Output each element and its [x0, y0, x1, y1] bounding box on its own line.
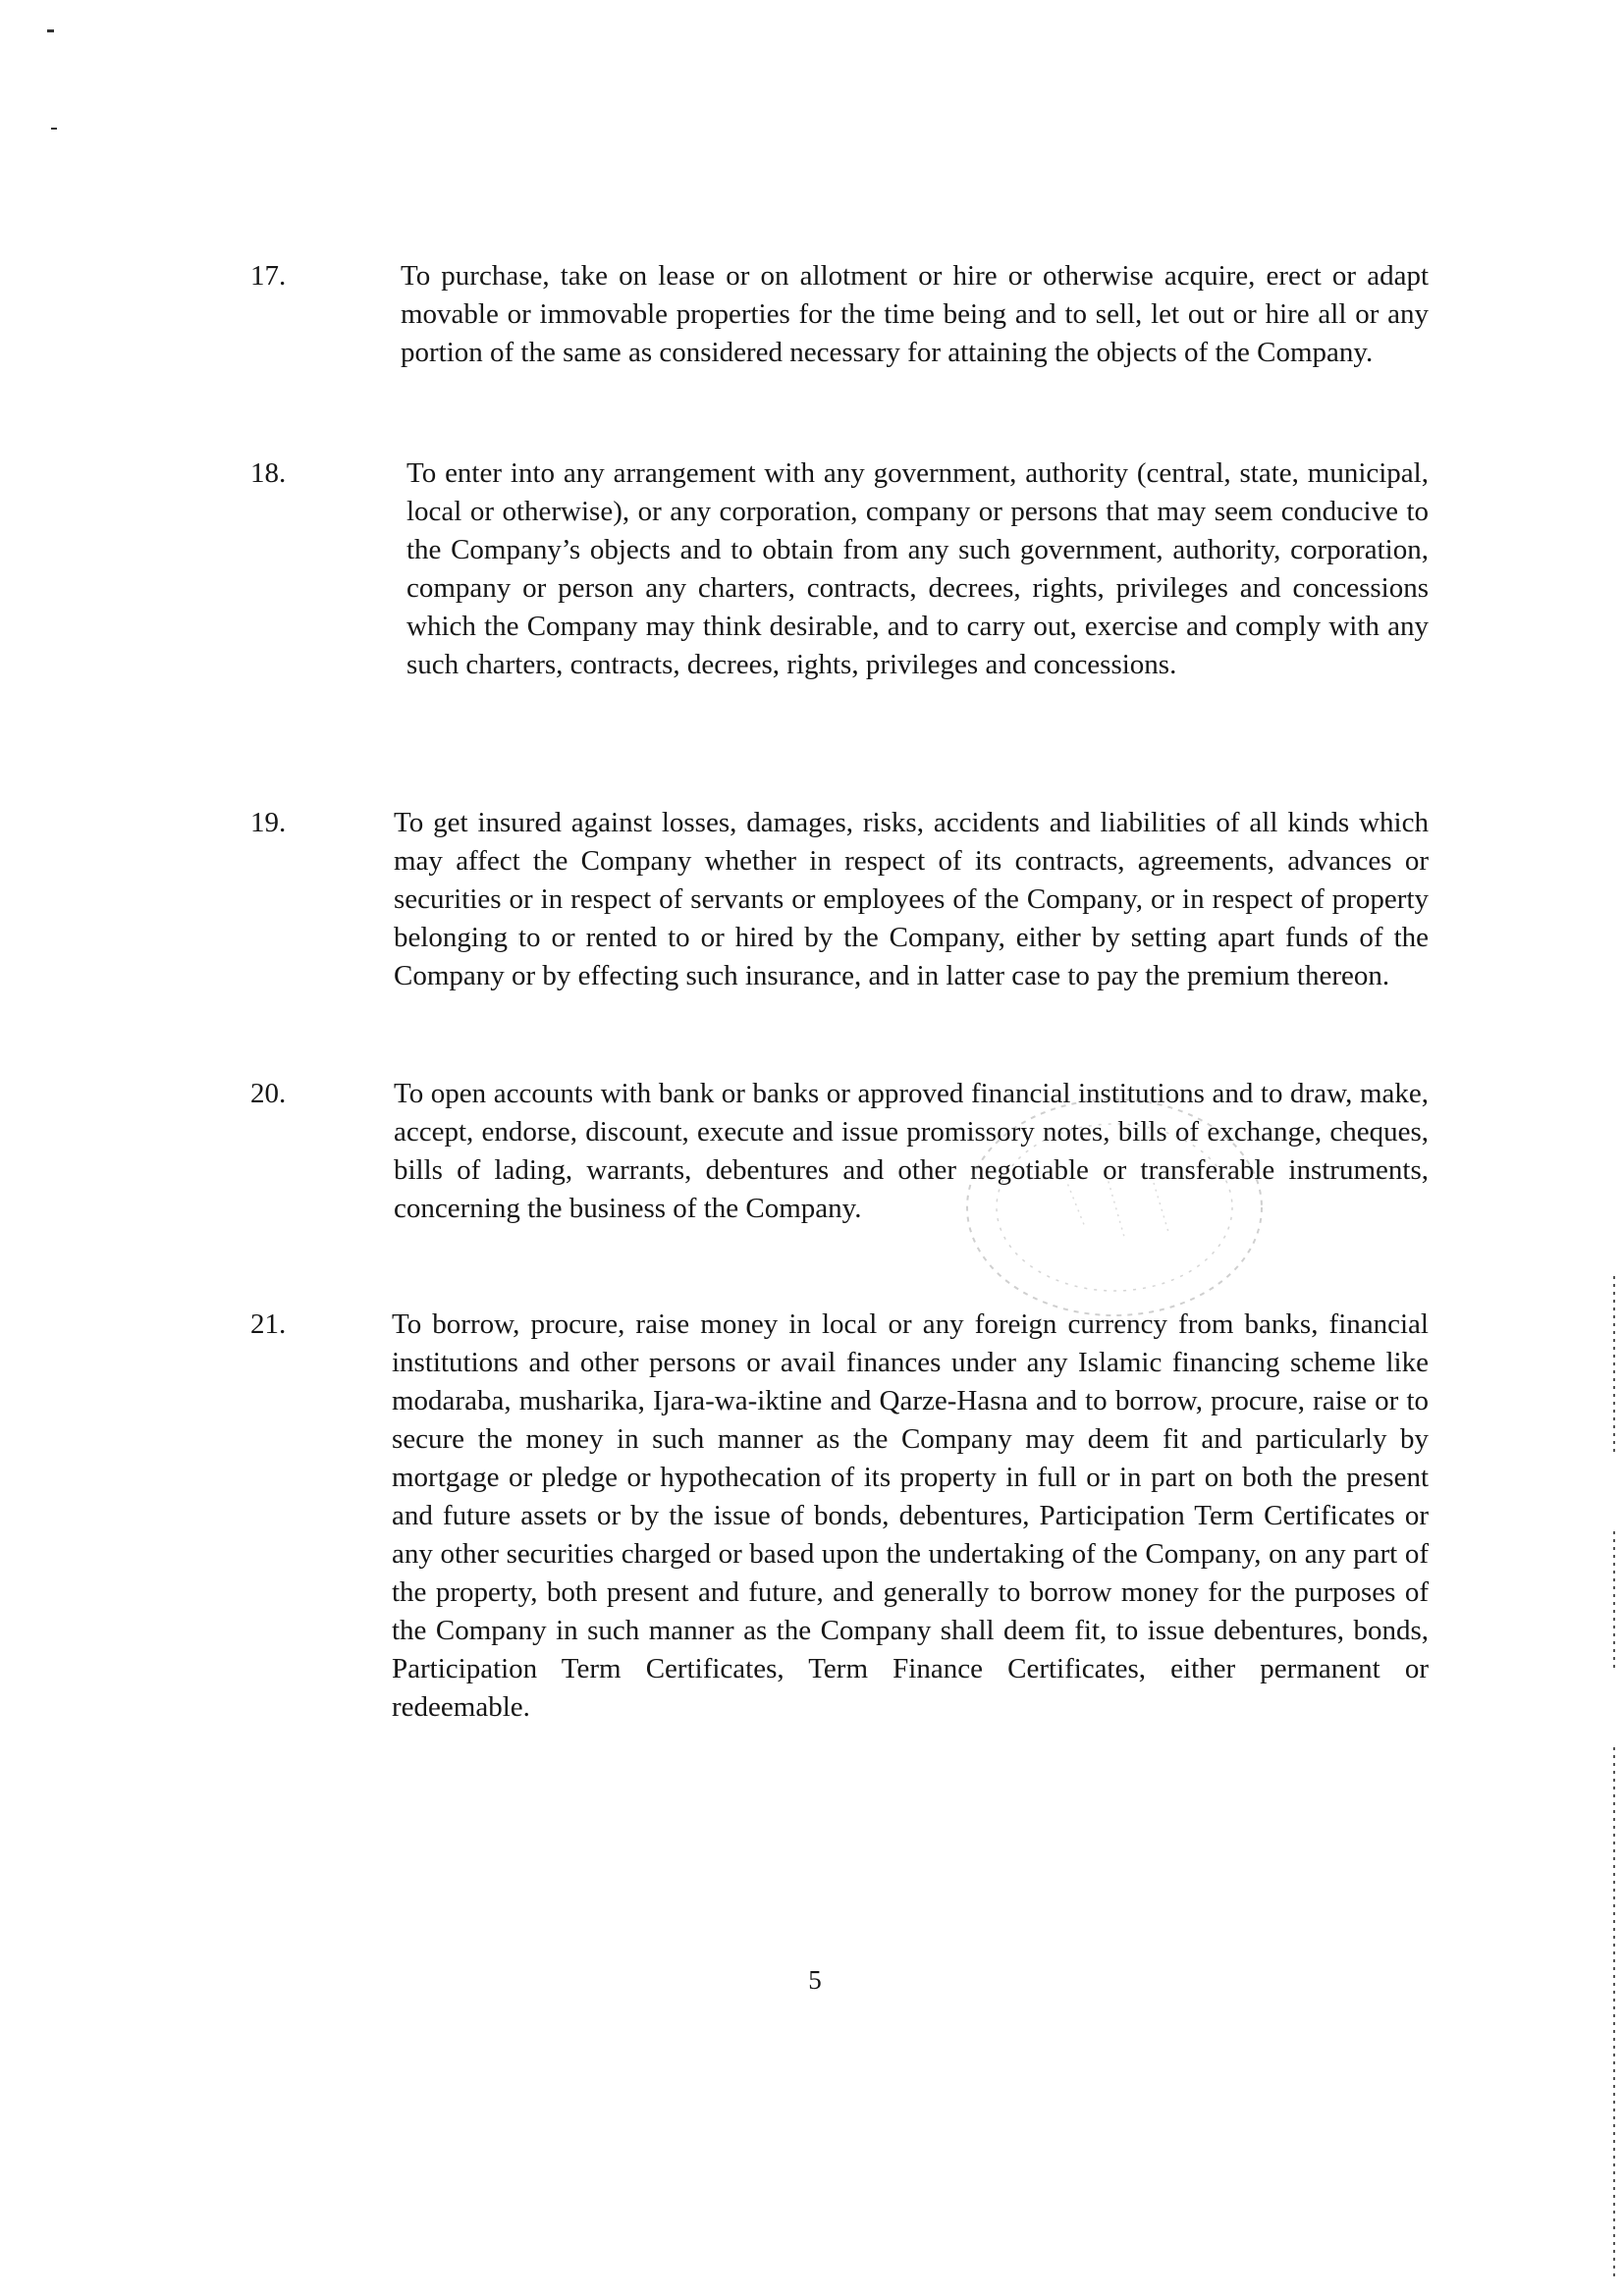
clause-number: 17.	[250, 260, 287, 292]
faint-stamp	[957, 1090, 1271, 1325]
clause-text: To enter into any arrangement with any government, authority (central, state, municipal, local or otherwise), or any corporation, company or persons that may seem conducive to the Company’s objects and to obtain from any such government, authority, corporation, company or person any charters, contracts, decrees, rights, privileges and concessions which the Company may think desirable, and to carry out, exercise and comply with any such charters, contracts, decrees, rights, privileges and concessions.	[406, 457, 1429, 680]
clause-text: To get insured against losses, damages, risks, accidents and liabilities of all kinds which may affect the Company whether in respect of its contracts, agreements, advances or securities or in respect of servants or employees of the Company, or in respect of property belonging to or rented to or hired by the Company, either by setting apart funds of the Company or by effecting such insurance, and in latter case to pay the premium thereon.	[394, 807, 1429, 991]
clause-text: To purchase, take on lease or on allotment or hire or otherwise acquire, erect or adapt movable or immovable properties for the time being and to sell, let out or hire all or any portion of the same as considered necessary for attaining the objects of the Company.	[401, 260, 1429, 368]
clause-number: 20.	[250, 1078, 287, 1109]
clause-number: 18.	[250, 457, 287, 489]
scan-edge-artifact	[1613, 1747, 1615, 2277]
scan-artifact	[47, 29, 54, 32]
scan-edge-artifact	[1613, 1531, 1615, 1669]
scan-artifact	[51, 128, 57, 130]
clause-number: 19.	[250, 807, 287, 838]
scan-edge-artifact	[1613, 1276, 1615, 1453]
clause-text: To borrow, procure, raise money in local or any foreign currency from banks, financial institutions and other persons or avail finances under any Islamic financing scheme like modaraba, musharika, Ijara-wa-iktine and Qarze-Hasna and to borrow, procure, raise or to secure the money in such manner as the Company may deem fit and particularly by mortgage or pledge or hypothecation of its property in full or in part on both the present and future assets or by the issue of bonds, debentures, Participation Term Certificates or any other securities charged or based upon the undertaking of the Company, on any part of the property, both present and future, and generally to borrow money for the purposes of the Company in such manner as the Company shall deem fit, to issue debentures, bonds, Participation Term Certificates, Term Finance Certificates, either permanent or redeemable.	[392, 1308, 1429, 1723]
page-number: 5	[808, 1965, 822, 1995]
clause-text: To open accounts with bank or banks or approved financial institutions and to draw, make, accept, endorse, discount, execute and issue promissory notes, bills of exchange, cheques, bills of lading, warrants, debentures and other negotiable or transferable instruments, concerning the business of the Company.	[394, 1078, 1429, 1224]
clause-number: 21.	[250, 1308, 287, 1340]
